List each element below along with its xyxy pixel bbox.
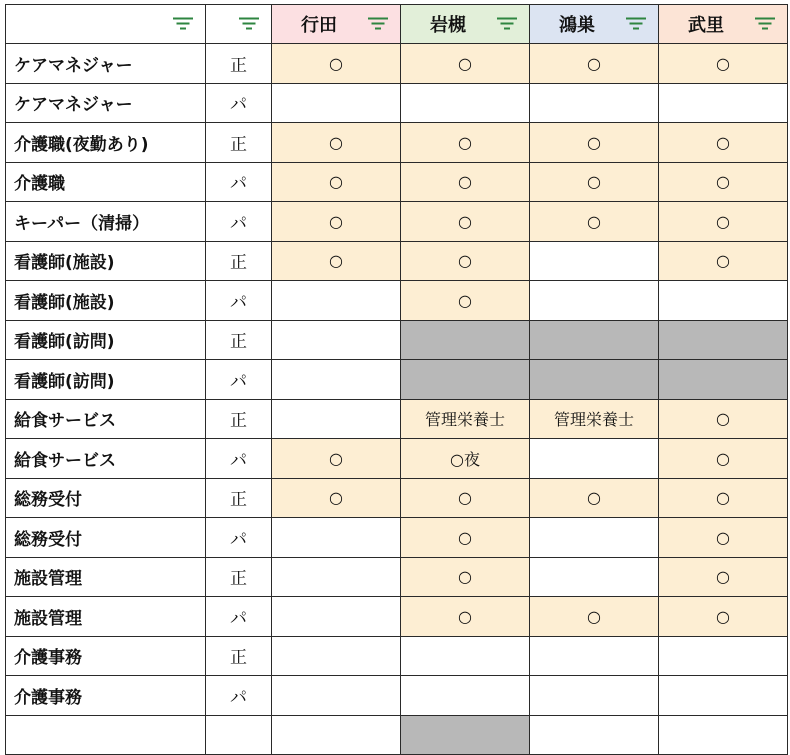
branch-cell[interactable] [530, 241, 659, 281]
employment-type-cell[interactable]: パ [206, 676, 272, 716]
branch-cell[interactable] [401, 676, 530, 716]
employment-type-cell[interactable]: パ [206, 518, 272, 558]
branch-cell[interactable] [659, 676, 788, 716]
branch-cell[interactable]: ○ [530, 123, 659, 163]
branch-cell[interactable]: ○ [659, 557, 788, 597]
branch-label: 岩槻 [430, 15, 466, 36]
branch-cell[interactable]: ○夜 [401, 439, 530, 479]
role-cell[interactable]: 介護事務 [6, 676, 206, 716]
branch-cell[interactable]: ○ [659, 478, 788, 518]
table-row [6, 439, 788, 479]
table-row [6, 399, 788, 439]
branch-cell[interactable] [659, 83, 788, 123]
role-cell[interactable]: ケアマネジャー [6, 83, 206, 123]
branch-cell[interactable] [659, 360, 788, 400]
branch-cell[interactable]: ○ [272, 123, 401, 163]
branch-cell[interactable]: ○ [272, 162, 401, 202]
branch-cell[interactable]: ○ [272, 241, 401, 281]
role-cell[interactable]: 看護師(施設) [6, 281, 206, 321]
branch-cell[interactable]: ○ [530, 597, 659, 637]
role-cell[interactable] [6, 715, 206, 755]
branch-cell[interactable]: ○ [401, 162, 530, 202]
branch-cell[interactable] [272, 83, 401, 123]
branch-cell[interactable] [272, 518, 401, 558]
employment-type-cell[interactable]: パ [206, 202, 272, 242]
employment-type-cell[interactable] [206, 715, 272, 755]
role-cell[interactable]: ケアマネジャー [6, 44, 206, 84]
role-cell[interactable]: 介護事務 [6, 636, 206, 676]
branch-cell[interactable]: ○ [401, 518, 530, 558]
filter-icon[interactable] [755, 18, 775, 31]
branch-cell[interactable] [401, 636, 530, 676]
branch-cell[interactable]: ○ [272, 44, 401, 84]
table-row [6, 557, 788, 597]
branch-cell[interactable] [659, 320, 788, 360]
staffing-grid [5, 4, 788, 755]
role-cell[interactable]: 看護師(訪問) [6, 320, 206, 360]
branch-cell[interactable]: ○ [401, 241, 530, 281]
branch-cell[interactable] [272, 281, 401, 321]
branch-cell[interactable] [272, 636, 401, 676]
branch-cell[interactable]: ○ [659, 202, 788, 242]
employment-type-cell[interactable]: パ [206, 597, 272, 637]
employment-type-cell[interactable]: 正 [206, 320, 272, 360]
employment-type-cell[interactable]: パ [206, 360, 272, 400]
branch-cell[interactable] [659, 715, 788, 755]
branch-cell[interactable] [530, 715, 659, 755]
filter-icon[interactable] [173, 18, 193, 31]
branch-cell[interactable] [530, 360, 659, 400]
branch-cell[interactable]: ○ [272, 439, 401, 479]
role-cell[interactable]: 介護職 [6, 162, 206, 202]
header-role-cell [6, 5, 206, 44]
branch-label: 行田 [301, 15, 337, 36]
branch-cell[interactable]: ○ [659, 44, 788, 84]
employment-type-cell[interactable]: 正 [206, 123, 272, 163]
branch-cell[interactable] [272, 597, 401, 637]
branch-cell[interactable] [530, 676, 659, 716]
role-cell[interactable]: 施設管理 [6, 557, 206, 597]
branch-cell[interactable]: ○ [401, 202, 530, 242]
branch-cell[interactable] [272, 360, 401, 400]
role-cell[interactable]: 看護師(施設) [6, 241, 206, 281]
table-row [6, 241, 788, 281]
employment-type-cell[interactable]: パ [206, 281, 272, 321]
branch-cell[interactable] [401, 83, 530, 123]
table-row [6, 44, 788, 84]
employment-type-cell[interactable]: 正 [206, 399, 272, 439]
table-row [6, 676, 788, 716]
employment-type-cell[interactable]: 正 [206, 557, 272, 597]
table-row [6, 360, 788, 400]
table-row [6, 478, 788, 518]
table-row [6, 320, 788, 360]
role-cell[interactable]: 総務受付 [6, 478, 206, 518]
table-row [6, 597, 788, 637]
branch-cell[interactable] [272, 676, 401, 716]
table-row [6, 123, 788, 163]
table-row [6, 162, 788, 202]
employment-type-cell[interactable]: 正 [206, 241, 272, 281]
employment-type-cell[interactable]: パ [206, 439, 272, 479]
role-cell[interactable]: 施設管理 [6, 597, 206, 637]
role-cell[interactable]: 介護職(夜勤あり) [6, 123, 206, 163]
branch-cell[interactable] [530, 439, 659, 479]
branch-cell[interactable]: ○ [530, 162, 659, 202]
table-row [6, 636, 788, 676]
filter-icon[interactable] [239, 18, 259, 31]
branch-cell[interactable] [401, 320, 530, 360]
branch-cell[interactable]: ○ [659, 241, 788, 281]
branch-cell[interactable]: ○ [659, 123, 788, 163]
branch-cell[interactable]: ○ [659, 162, 788, 202]
branch-cell[interactable]: ○ [659, 518, 788, 558]
header-row [6, 5, 788, 44]
branch-label: 鴻巣 [559, 15, 595, 36]
branch-cell[interactable]: ○ [272, 478, 401, 518]
branch-cell[interactable]: 管理栄養士 [530, 399, 659, 439]
grid-body [6, 5, 788, 755]
branch-cell[interactable] [530, 557, 659, 597]
branch-cell[interactable] [272, 715, 401, 755]
branch-cell[interactable]: 管理栄養士 [401, 399, 530, 439]
branch-cell[interactable] [659, 281, 788, 321]
header-branch-gyoda [272, 5, 401, 44]
role-cell[interactable]: 看護師(訪問) [6, 360, 206, 400]
employment-type-cell[interactable]: パ [206, 83, 272, 123]
branch-cell[interactable]: ○ [659, 597, 788, 637]
employment-type-cell[interactable]: 正 [206, 636, 272, 676]
branch-cell[interactable] [530, 636, 659, 676]
branch-cell[interactable]: ○ [530, 44, 659, 84]
employment-type-cell[interactable]: 正 [206, 478, 272, 518]
header-type-cell [206, 5, 272, 44]
header-branch-konosu [530, 5, 659, 44]
table-row [6, 202, 788, 242]
employment-type-cell[interactable]: パ [206, 162, 272, 202]
table-row [6, 83, 788, 123]
branch-cell[interactable]: ○ [401, 478, 530, 518]
branch-cell[interactable] [530, 281, 659, 321]
branch-cell[interactable]: ○ [401, 44, 530, 84]
branch-cell[interactable] [272, 320, 401, 360]
branch-cell[interactable]: ○ [401, 557, 530, 597]
filter-icon[interactable] [368, 18, 388, 31]
branch-cell[interactable] [659, 636, 788, 676]
branch-cell[interactable] [530, 320, 659, 360]
header-branch-iwatsuki [401, 5, 530, 44]
branch-cell[interactable] [272, 399, 401, 439]
branch-cell[interactable]: ○ [272, 202, 401, 242]
role-cell[interactable]: 総務受付 [6, 518, 206, 558]
role-cell[interactable]: キーパー（清掃） [6, 202, 206, 242]
branch-cell[interactable]: ○ [530, 478, 659, 518]
branch-cell[interactable]: ○ [659, 439, 788, 479]
branch-label: 武里 [688, 15, 724, 36]
filter-icon[interactable] [497, 18, 517, 31]
branch-cell[interactable] [530, 83, 659, 123]
branch-cell[interactable]: ○ [401, 597, 530, 637]
table-row [6, 715, 788, 755]
branch-cell[interactable] [401, 715, 530, 755]
table-row [6, 518, 788, 558]
role-cell[interactable]: 給食サービス [6, 439, 206, 479]
branch-cell[interactable] [272, 557, 401, 597]
branch-cell[interactable]: ○ [401, 281, 530, 321]
branch-cell[interactable]: ○ [401, 123, 530, 163]
branch-cell[interactable]: ○ [530, 202, 659, 242]
role-cell[interactable]: 給食サービス [6, 399, 206, 439]
branch-cell[interactable]: ○ [659, 399, 788, 439]
branch-cell[interactable] [530, 518, 659, 558]
header-branch-takesato [659, 5, 788, 44]
table-row [6, 281, 788, 321]
filter-icon[interactable] [626, 18, 646, 31]
employment-type-cell[interactable]: 正 [206, 44, 272, 84]
branch-cell[interactable] [401, 360, 530, 400]
